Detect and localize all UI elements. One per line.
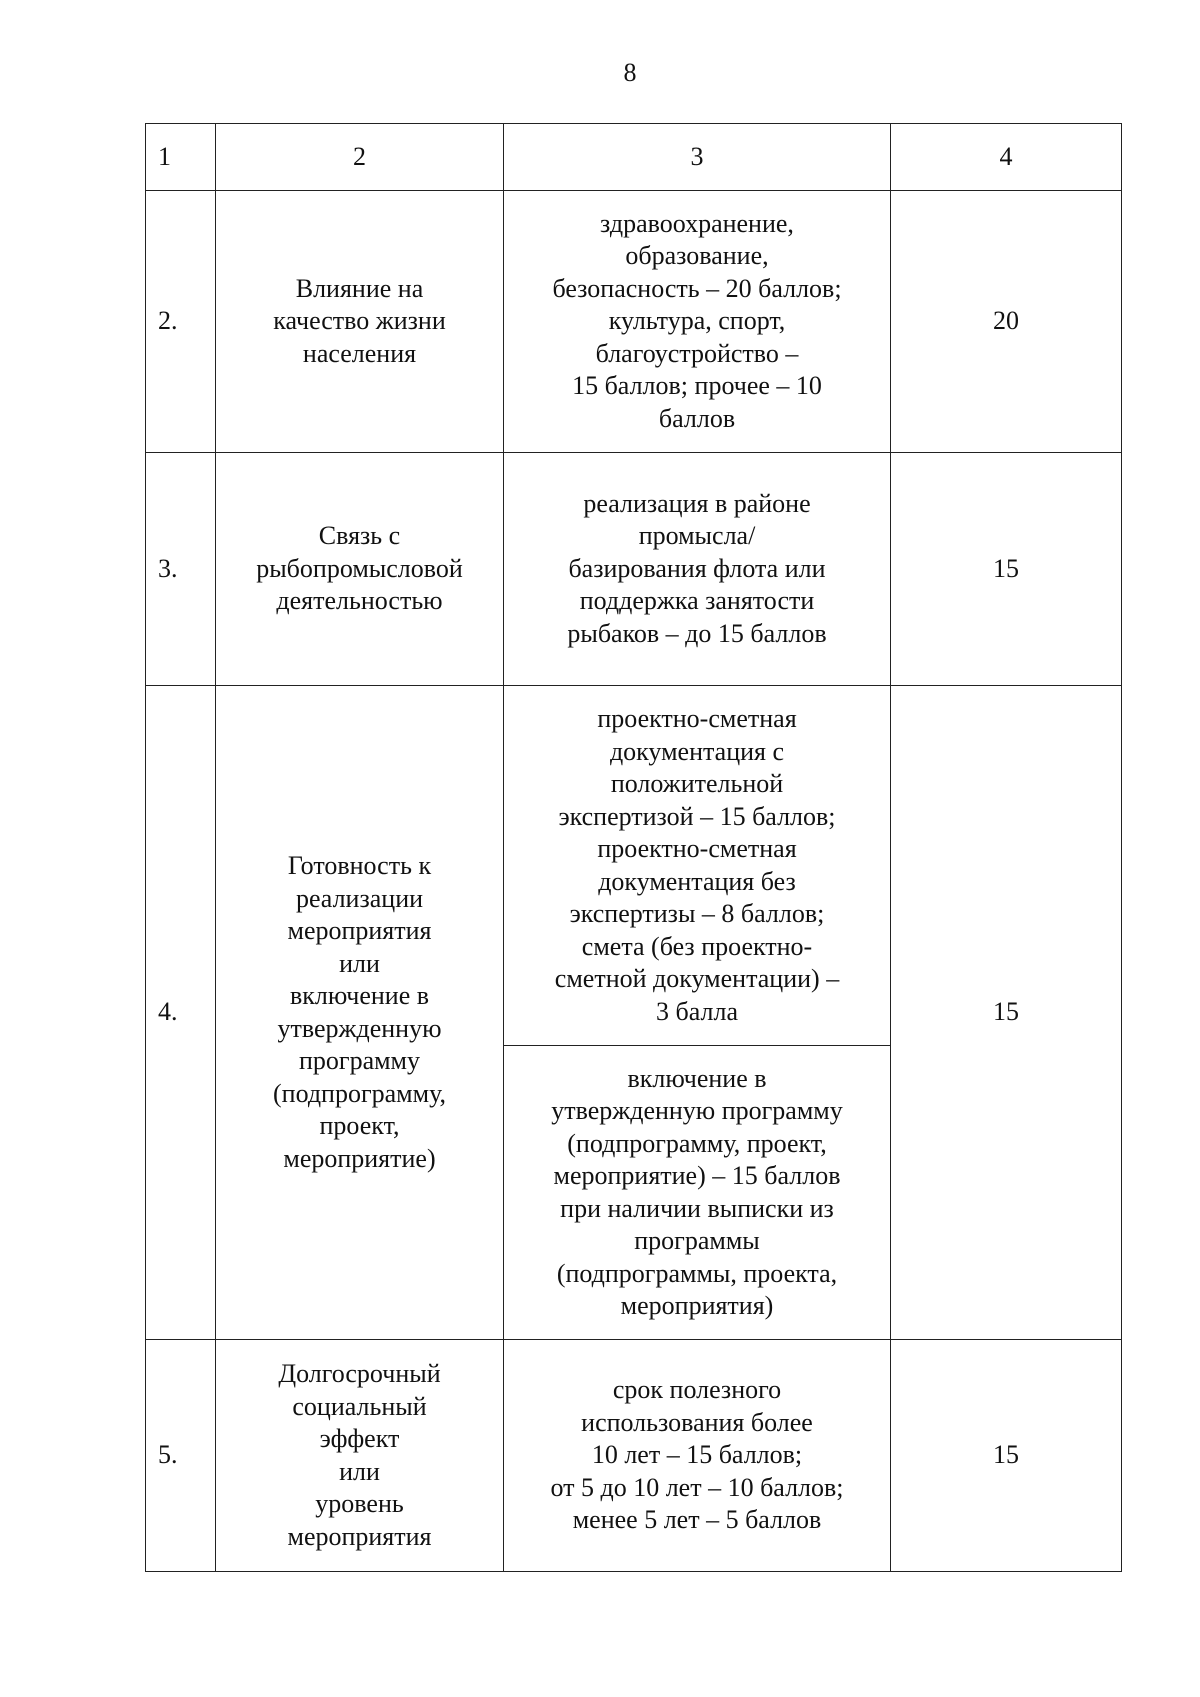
row-number: 4. (146, 686, 216, 1340)
criterion-cell: Влияние на качество жизни населения (216, 191, 504, 453)
header-row (146, 124, 1122, 191)
criterion-cell: Готовность к реализации мероприятия или включение в утвержденную программу (подпрограмму, проект, мероприятие) (216, 686, 504, 1340)
table-row (146, 686, 1122, 1046)
max-score-cell: 20 (891, 191, 1122, 453)
table-row (146, 191, 1122, 453)
max-score-cell: 15 (891, 453, 1122, 686)
page-number: 8 (623, 58, 637, 87)
row-number: 2. (146, 191, 216, 453)
table-row (146, 453, 1122, 686)
criterion-cell: Связь с рыбопромысловой деятельностью (216, 453, 504, 686)
scale-cell: срок полезного использования более 10 лет – 15 баллов; от 5 до 10 лет – 10 баллов; менее 5 лет – 5 баллов (504, 1340, 891, 1572)
max-score-cell: 15 (891, 686, 1122, 1340)
max-score-cell: 15 (891, 1340, 1122, 1572)
row-number: 3. (146, 453, 216, 686)
header-cell-2: 2 (216, 124, 504, 191)
header-cell-4: 4 (891, 124, 1122, 191)
table-row (146, 1340, 1122, 1572)
scale-cell: здравоохранение, образование, безопасность – 20 баллов; культура, спорт, благоустройство – 15 баллов; прочее – 10 баллов (504, 191, 891, 453)
scale-cell: включение в утвержденную программу (подпрограмму, проект, мероприятие) – 15 баллов при наличии выписки из программы (подпрограммы, проекта, мероприятия) (504, 1046, 891, 1340)
scale-cell: реализация в районе промысла/ базирования флота или поддержка занятости рыбаков – до 15 баллов (504, 453, 891, 686)
header-cell-1: 1 (146, 124, 216, 191)
scale-cell: проектно-сметная документация с положительной экспертизой – 15 баллов; проектно-сметная документация без экспертизы – 8 баллов; смета (без проектно- сметной документации) – 3 балла (504, 686, 891, 1046)
criterion-cell: Долгосрочный социальный эффект или уровень мероприятия (216, 1340, 504, 1572)
row-number: 5. (146, 1340, 216, 1572)
header-cell-3: 3 (504, 124, 891, 191)
criteria-table (145, 123, 1122, 1572)
